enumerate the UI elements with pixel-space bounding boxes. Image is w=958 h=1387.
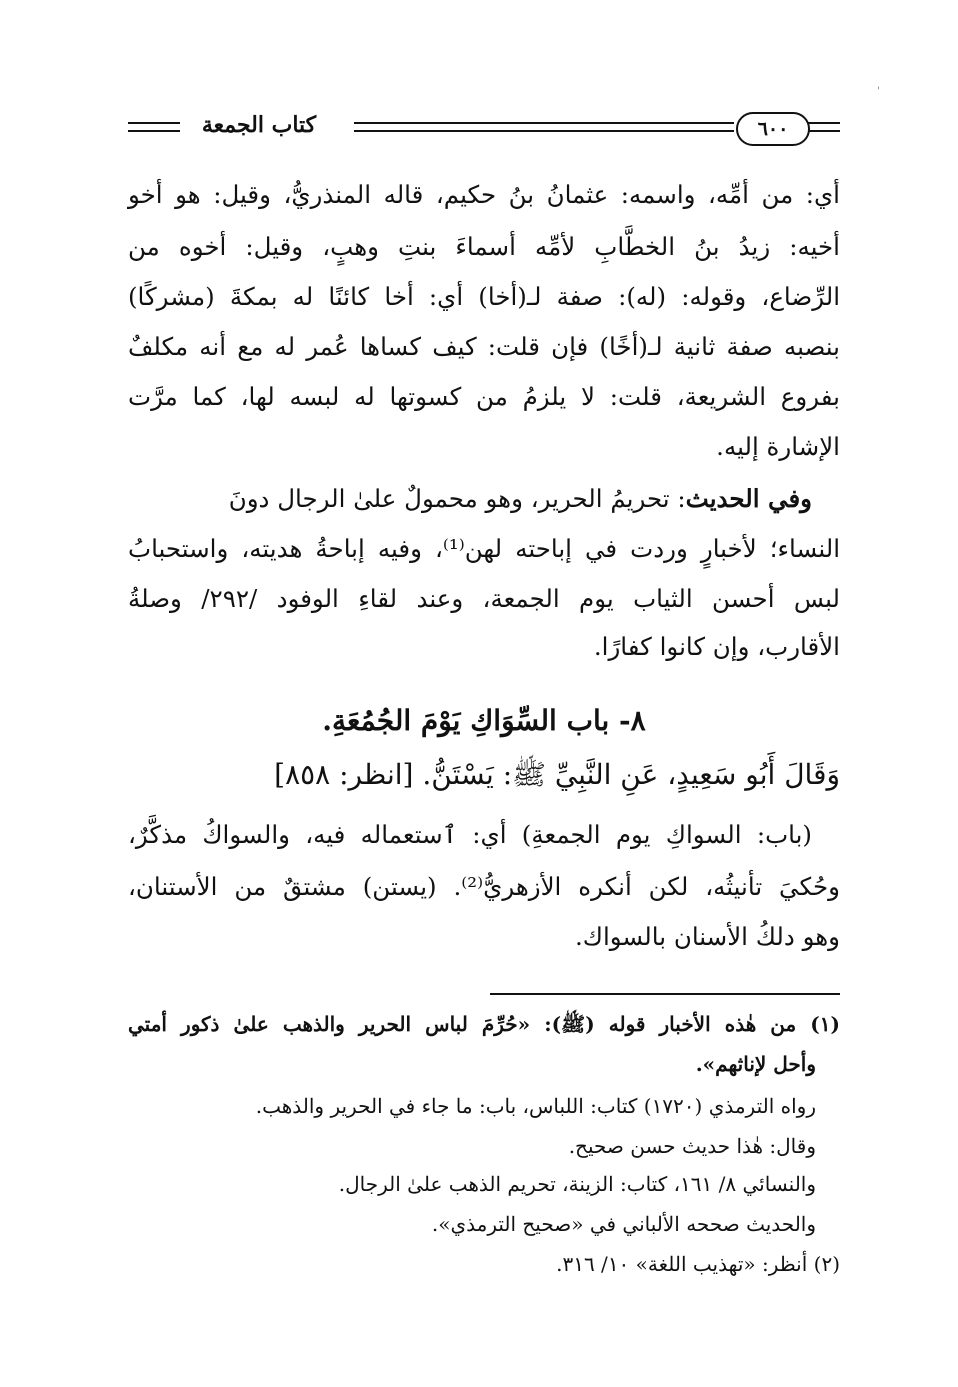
footnote-line: رواه الترمذي (١٧٢٠) كتاب: اللباس، باب: ما جاء في الحرير والذهب. [255, 1094, 816, 1118]
header-rule-left [128, 122, 180, 124]
body-line: وهو دلكُ الأسنان بالسواك. [574, 922, 840, 951]
header-rule-right-2 [806, 130, 840, 132]
footnote-line: (٢) أنظر: «تهذيب اللغة» ١٠/ ٣١٦. [556, 1252, 840, 1276]
body-line: وحُكيَ تأنيثُه، لكن أنكره الأزهريُّ⁽²⁾. (يستن) مشتقٌ من الأستنان، [128, 872, 840, 901]
chapter-title: ٨- باب السِّوَاكِ يَوْمَ الجُمُعَةِ. [322, 704, 646, 737]
footnote-line: والنسائي ٨/ ١٦١، كتاب: الزينة، تحريم الذهب علىٰ الرجال. [338, 1172, 816, 1196]
hadith-text: وَقَالَ أَبُو سَعِيدٍ، عَنِ النَّبِيِّ ﷺ: يَسْتَنُّ. [انظر: ٨٥٨] [274, 758, 840, 791]
margin-mark: ꞌ [877, 86, 880, 97]
book-title: كتاب الجمعة [201, 112, 317, 138]
body-line: لبس أحسن الثياب يوم الجمعة، وعند لقاءِ الوفود /٢٩٢/ وصلةُ [128, 584, 840, 613]
footnote-separator [490, 993, 840, 995]
body-line: النساء؛ لأخبارٍ وردت في إباحته لهن⁽¹⁾، وفيه إباحةُ هديته، واستحبابُ [128, 534, 841, 563]
body-line [128, 484, 840, 513]
body-line: (باب: السواكِ يوم الجمعةِ) أي: ٱستعماله فيه، والسواكُ مذكَّرٌ، [128, 820, 812, 849]
body-line-text: : تحريمُ الحرير، وهو محمولٌ علىٰ الرجال دونَ [228, 484, 686, 513]
header-rule-right [806, 122, 840, 124]
body-line: الإشارة إليه. [716, 432, 840, 461]
footnote-line: وقال: هٰذا حديث حسن صحيح. [568, 1134, 816, 1158]
footnote-line: وأحل لإناثهم». [695, 1052, 816, 1076]
lead-word: وفي الحديث [685, 484, 812, 513]
page-number: ٦٠٠ [736, 112, 810, 146]
body-line: الأقارب، وإن كانوا كفارًا. [593, 632, 840, 661]
header-rule-left-2 [128, 130, 180, 132]
body-line: أي: من أمِّه، واسمه: عثمانُ بنُ حكيم، قاله المنذريُّ، وقيل: هو أخو [128, 180, 840, 209]
body-line: بفروع الشريعة، قلت: لا يلزمُ من كسوتها له لبسه لها، كما مرَّت [128, 382, 840, 411]
body-line: أخيه: زيدُ بنُ الخطَّابِ لأمِّه أسماءَ بنتِ وهبٍ، وقيل: أخوه من [128, 232, 840, 261]
footnote-line: (١) من هٰذه الأخبار قوله (ﷺ): «حُرِّمَ لباس الحرير والذهب علىٰ ذكور أمتي [128, 1012, 840, 1036]
body-line: الرِّضاع، وقوله: (له): صفة لـ(أخا) أي: أخا كائنًا له بمكةَ (مشركًا) [128, 282, 840, 311]
footnote-line: والحديث صححه الألباني في «صحيح الترمذي». [431, 1212, 816, 1236]
header-rule-middle-2 [354, 130, 734, 132]
body-line: بنصبه صفة ثانية لـ(أخًا) فإن قلت: كيف كساها عُمر له مع أنه مكلفٌ [128, 332, 840, 361]
page-header [128, 100, 840, 160]
header-rule-middle [354, 122, 734, 124]
